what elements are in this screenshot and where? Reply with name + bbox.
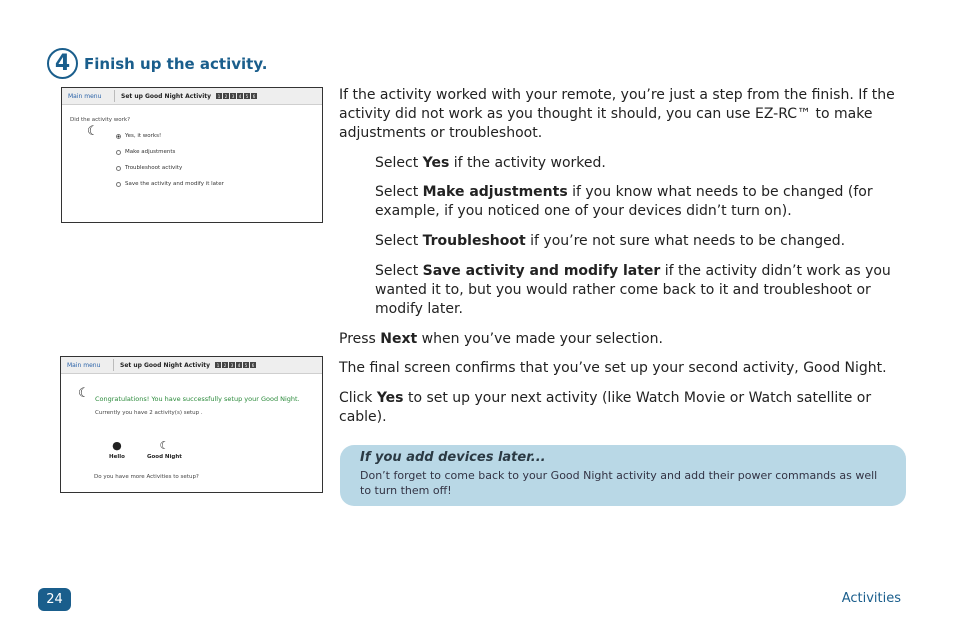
main-menu-link[interactable]: Main menu bbox=[68, 92, 102, 100]
confirmation-screenshot bbox=[60, 356, 323, 493]
option-make-adjustments[interactable]: Make adjustments bbox=[116, 149, 175, 155]
step-number-badge: 4 bbox=[47, 48, 78, 79]
congrats-message: Congratulations! You have successfully setup your Good Night. bbox=[95, 395, 300, 403]
activity-check-screenshot bbox=[61, 87, 323, 223]
press-next-paragraph: Press Next when you’ve made your selection. bbox=[339, 331, 663, 347]
screenshot-toolbar bbox=[61, 357, 322, 374]
main-menu-link[interactable]: Main menu bbox=[67, 361, 101, 369]
instruction-make-adjustments: Select Make adjustments if you know what needs to be changed (for example, if you noticed one of your devices didn’t turn on). bbox=[375, 184, 873, 219]
tip-text: Don’t forget to come back to your Good Night activity and add their power commands as well to turn them off! bbox=[360, 469, 878, 497]
option-troubleshoot[interactable]: Troubleshoot activity bbox=[116, 165, 182, 171]
activity-count: Currently you have 2 activity(s) setup . bbox=[95, 410, 203, 416]
moon-stars-icon: ☾ bbox=[87, 124, 99, 139]
final-screen-paragraph: The final screen confirms that you’ve set up your second activity, Good Night. bbox=[339, 360, 887, 376]
moon-icon: ☾ bbox=[159, 439, 170, 452]
tip-title: If you add devices later... bbox=[360, 450, 546, 465]
activity-good-night[interactable]: ☾ Good Night bbox=[147, 439, 182, 460]
more-activities-question: Do you have more Activities to setup? bbox=[94, 474, 199, 480]
option-save-later[interactable]: Save the activity and modify it later bbox=[116, 181, 224, 187]
step-header bbox=[47, 48, 267, 79]
click-yes-paragraph: Click Yes to set up your next activity (like Watch Movie or Watch satellite or cable). bbox=[339, 390, 872, 425]
option-yes[interactable]: Yes, it works! bbox=[116, 133, 161, 139]
radio-icon bbox=[116, 182, 121, 187]
activity-hello[interactable]: ● Hello bbox=[109, 439, 125, 460]
step-indicator: 1 2 3 4 5 6 bbox=[217, 93, 256, 99]
screenshot-title: Set up Good Night Activity bbox=[121, 92, 212, 100]
step-indicator: 1 2 3 4 5 6 bbox=[216, 362, 255, 368]
instruction-troubleshoot: Select Troubleshoot if you’re not sure what needs to be changed. bbox=[375, 233, 846, 249]
moon-stars-icon: ☾ bbox=[78, 386, 90, 401]
step-title: Finish up the activity. bbox=[84, 54, 268, 73]
intro-paragraph: If the activity worked with your remote, you’re just a step from the finish. If the activity did not work as you thought it should, you can use EZ-RC™ to make adjustments or troubleshoot. bbox=[339, 87, 895, 141]
section-label: Activities bbox=[841, 591, 901, 606]
radio-icon bbox=[116, 134, 121, 139]
instruction-yes: Select Yes if the activity worked. bbox=[375, 155, 606, 171]
instruction-save-later: Select Save activity and modify later if the activity didn’t work as you wanted it to, but you would rather come back to it and troubleshoot or modify later. bbox=[375, 263, 891, 317]
radio-icon bbox=[116, 150, 121, 155]
page-number: 24 bbox=[38, 588, 71, 611]
screenshot-toolbar bbox=[62, 88, 322, 105]
hello-icon: ● bbox=[112, 439, 122, 452]
radio-icon bbox=[116, 166, 121, 171]
screenshot-title: Set up Good Night Activity bbox=[120, 361, 211, 369]
activity-question: Did the activity work? bbox=[70, 117, 131, 123]
tip-box bbox=[340, 445, 906, 506]
